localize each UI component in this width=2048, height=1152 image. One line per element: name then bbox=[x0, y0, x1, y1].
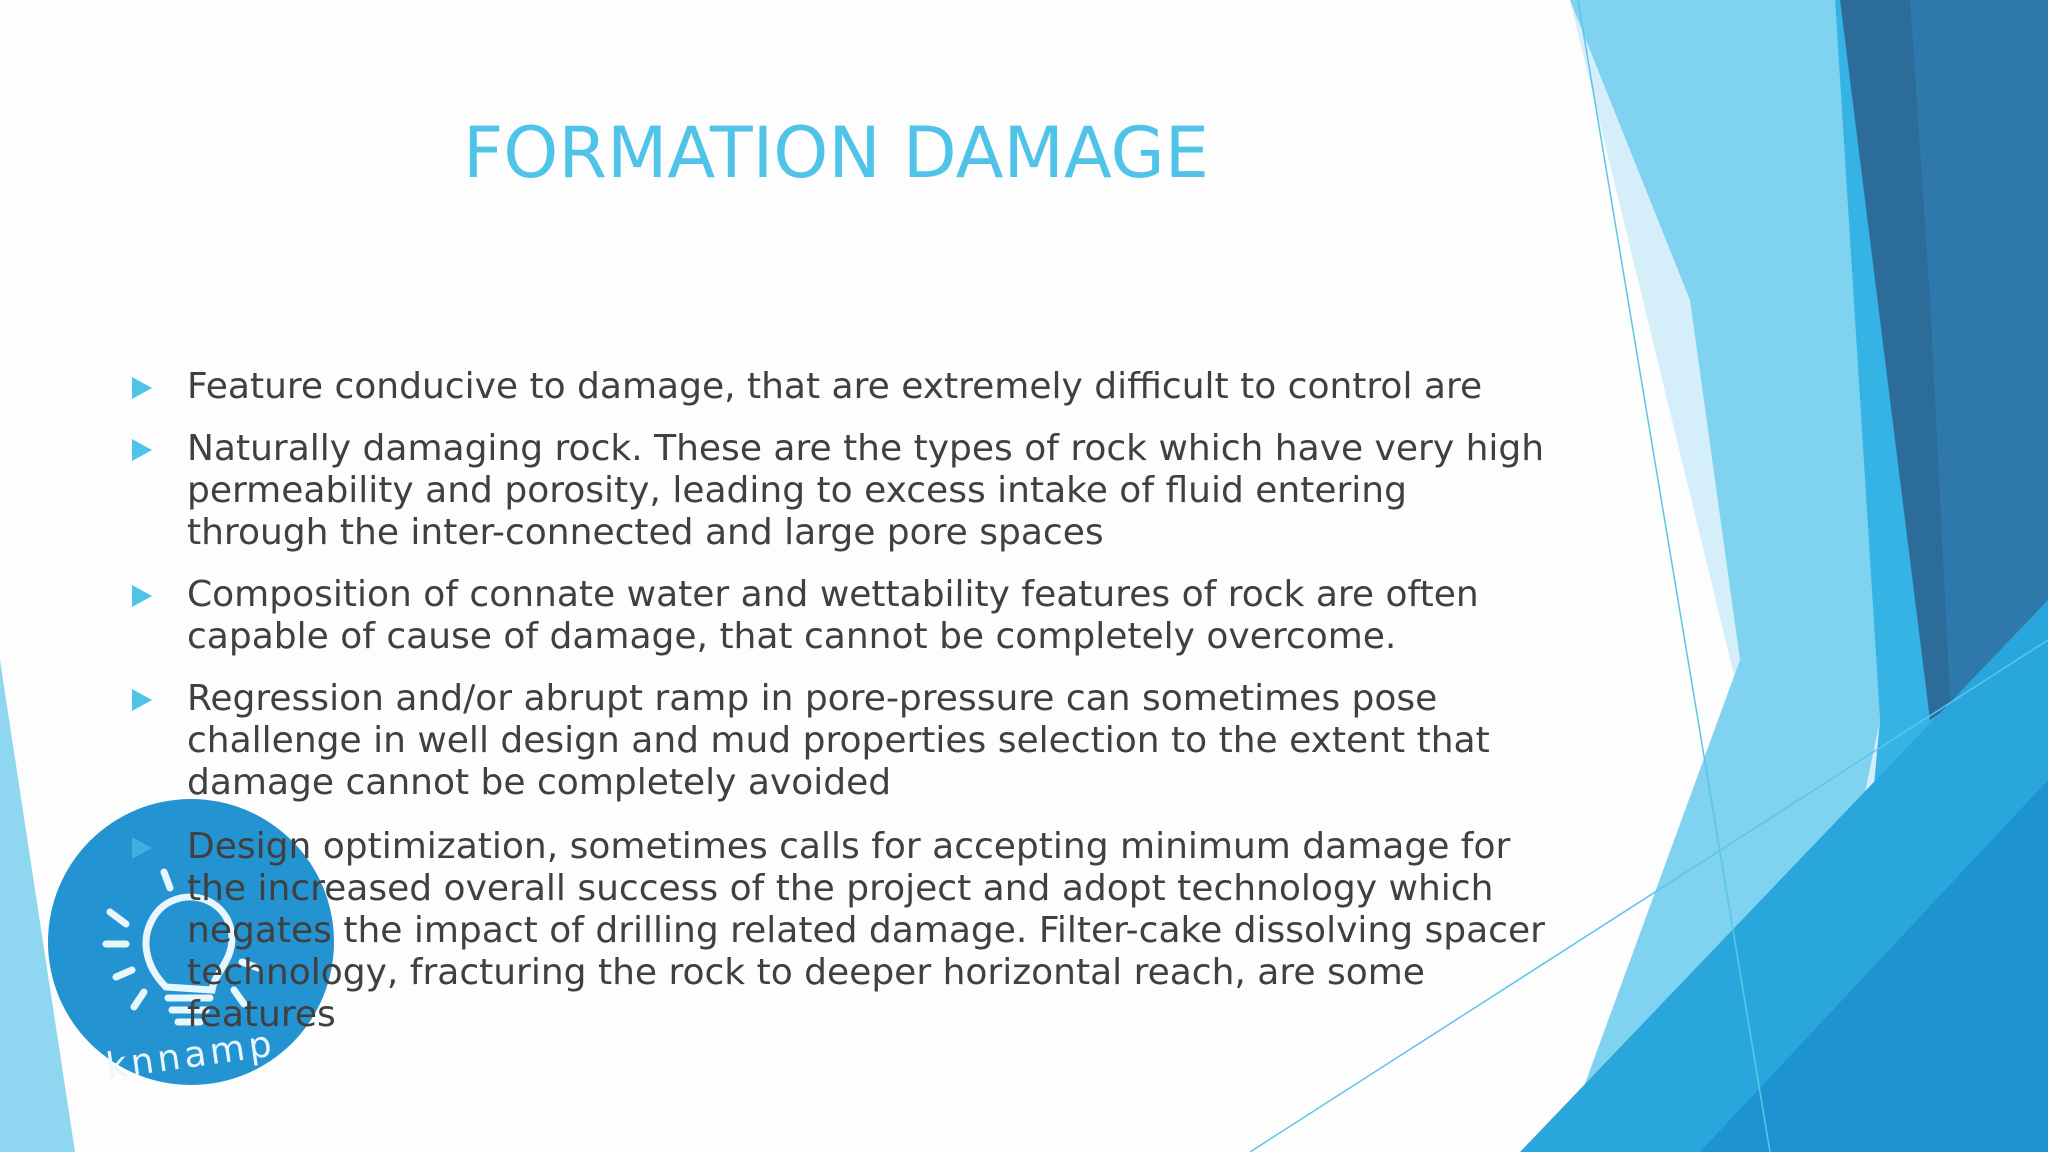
bullet-arrow-icon bbox=[132, 837, 152, 859]
bullet-item bbox=[132, 678, 1552, 804]
bullet-text: Composition of connate water and wettability features of rock are often capable of cause of damage, that cannot be completely overcome. bbox=[187, 574, 1479, 657]
bullet-arrow-icon bbox=[132, 689, 152, 711]
logo-text: knnamp bbox=[103, 1023, 279, 1088]
bullet-arrow-icon bbox=[132, 439, 152, 461]
bullet-item bbox=[132, 428, 1552, 554]
bullet-arrow-icon bbox=[132, 585, 152, 607]
slide-title: FORMATION DAMAGE bbox=[462, 112, 1210, 194]
bullet-list-continued bbox=[132, 826, 1552, 1056]
bullet-text: Regression and/or abrupt ramp in pore-pressure can sometimes pose challenge in well design and mud properties selection to the extent that damage cannot be completely avoided bbox=[187, 678, 1490, 803]
bullet-text: Design optimization, sometimes calls for accepting minimum damage for the increased overall success of the project and adopt technology which negates the impact of drilling related damage. Filter-cake dissolving spacer technology, fracturing the rock to deeper horizontal reach, are some features bbox=[187, 826, 1545, 1035]
bullet-item bbox=[132, 826, 1552, 1036]
bullet-list bbox=[132, 366, 1552, 824]
bullet-text: Naturally damaging rock. These are the types of rock which have very high permeability and porosity, leading to excess intake of fluid entering through the inter-connected and large pore spaces bbox=[187, 428, 1545, 553]
bullet-item bbox=[132, 574, 1552, 658]
bullet-item bbox=[132, 366, 1552, 408]
bullet-text: Feature conducive to damage, that are extremely difficult to control are bbox=[187, 366, 1483, 407]
bullet-arrow-icon bbox=[132, 377, 152, 399]
